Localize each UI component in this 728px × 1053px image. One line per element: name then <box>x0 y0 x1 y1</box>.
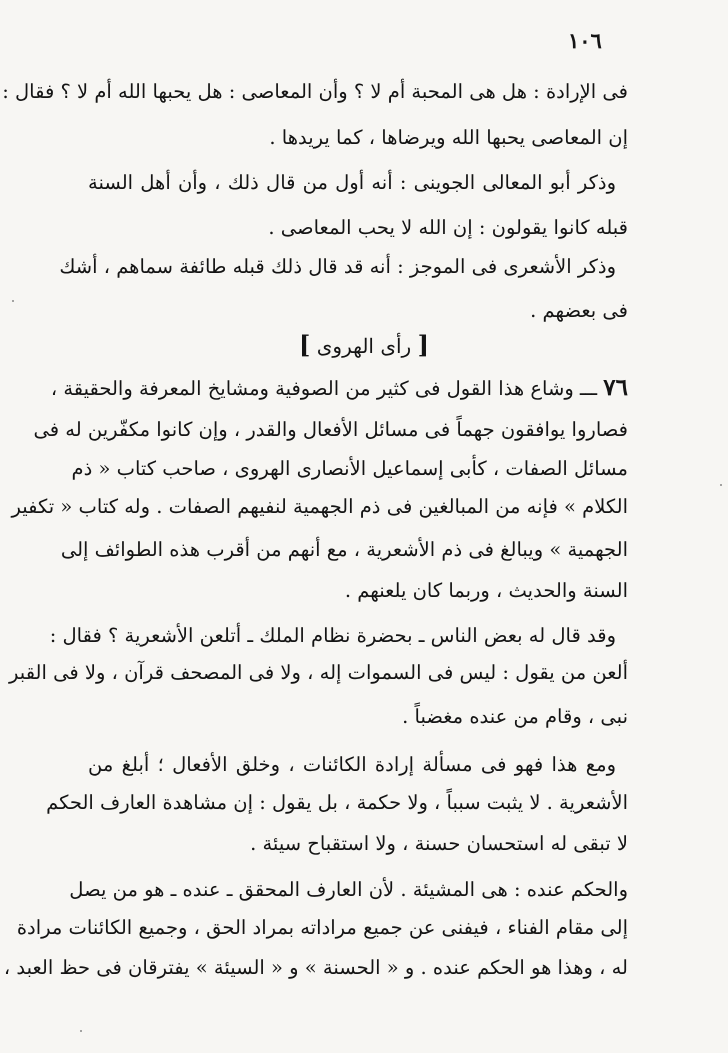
scan-speck <box>80 1030 82 1032</box>
section-first-line <box>50 374 628 401</box>
text-line: وذكر أبو المعالى الجوينى : أنه أول من قال ذلك ، وأن أهل السنة <box>88 171 616 194</box>
text-line: ـــ وشاع هذا القول فى كثير من الصوفية ومشايخ المعرفة والحقيقة ، <box>50 377 598 400</box>
text-line: قبله كانوا يقولون : إن الله لا يحب المعاصى . <box>268 216 628 239</box>
text-line: له ، وهذا هو الحكم عنده . و « الحسنة » و « السيئة » يفترقان فى حظ العبد ، <box>3 956 628 979</box>
section-heading <box>0 330 728 359</box>
text-line: الأشعرية . لا يثبت سبباً ، ولا حكمة ، بل يقول : إن مشاهدة العارف الحكم <box>46 791 628 814</box>
text-line: وقد قال له بعض الناس ـ بحضرة نظام الملك ـ أتلعن الأشعرية ؟ فقال : <box>49 624 616 647</box>
heading-bracket-open: [ <box>417 330 429 359</box>
heading-bracket-close: ] <box>299 330 311 359</box>
section-number: ٧٦ <box>603 374 628 401</box>
text-line: إلى مقام الفناء ، فيفنى عن جميع مراداته بمراد الحق ، وجميع الكائنات مرادة <box>16 916 628 939</box>
text-line: لا تبقى له استحسان حسنة ، ولا استقباح سيئة . <box>250 832 628 855</box>
text-line: وذكر الأشعرى فى الموجز : أنه قد قال ذلك قبله طائفة سماهم ، أشك <box>59 255 616 278</box>
text-line: إن المعاصى يحبها الله ويرضاها ، كما يريدها . <box>269 126 628 149</box>
text-line: فى بعضهم . <box>530 299 628 322</box>
scan-speck <box>12 300 14 302</box>
scan-speck <box>720 484 722 486</box>
text-line: السنة والحديث ، وربما كان يلعنهم . <box>344 579 628 602</box>
text-line: فصاروا يوافقون جهماً فى مسائل الأفعال والقدر ، وإن كانوا مكفّرين له فى <box>33 418 628 441</box>
text-line: فى الإرادة : هل هى المحبة أم لا ؟ وأن المعاصى : هل يحبها الله أم لا ؟ فقال : <box>2 80 628 103</box>
heading-text: رأى الهروى <box>316 334 412 358</box>
text-line: الجهمية » ويبالغ فى ذم الأشعرية ، مع أنهم من أقرب هذه الطوائف إلى <box>60 538 628 561</box>
text-line: الكلام » فإنه من المبالغين فى ذم الجهمية لنفيهم الصفات . وله كتاب « تكفير <box>11 495 628 518</box>
text-line: ومع هذا فهو فى مسألة إرادة الكائنات ، وخلق الأفعال ؛ أبلغ من <box>88 753 616 776</box>
text-line: نبى ، وقام من عنده مغضباً . <box>402 705 628 728</box>
text-line: والحكم عنده : هى المشيئة . لأن العارف المحقق ـ عنده ـ هو من يصل <box>69 878 628 901</box>
page-number: ١٠٦ <box>568 28 602 53</box>
text-line: ألعن من يقول : ليس فى السموات إله ، ولا فى المصحف قرآن ، ولا فى القبر <box>9 661 628 684</box>
text-line: مسائل الصفات ، كأبى إسماعيل الأنصارى الهروى ، صاحب كتاب « ذم <box>71 457 628 480</box>
